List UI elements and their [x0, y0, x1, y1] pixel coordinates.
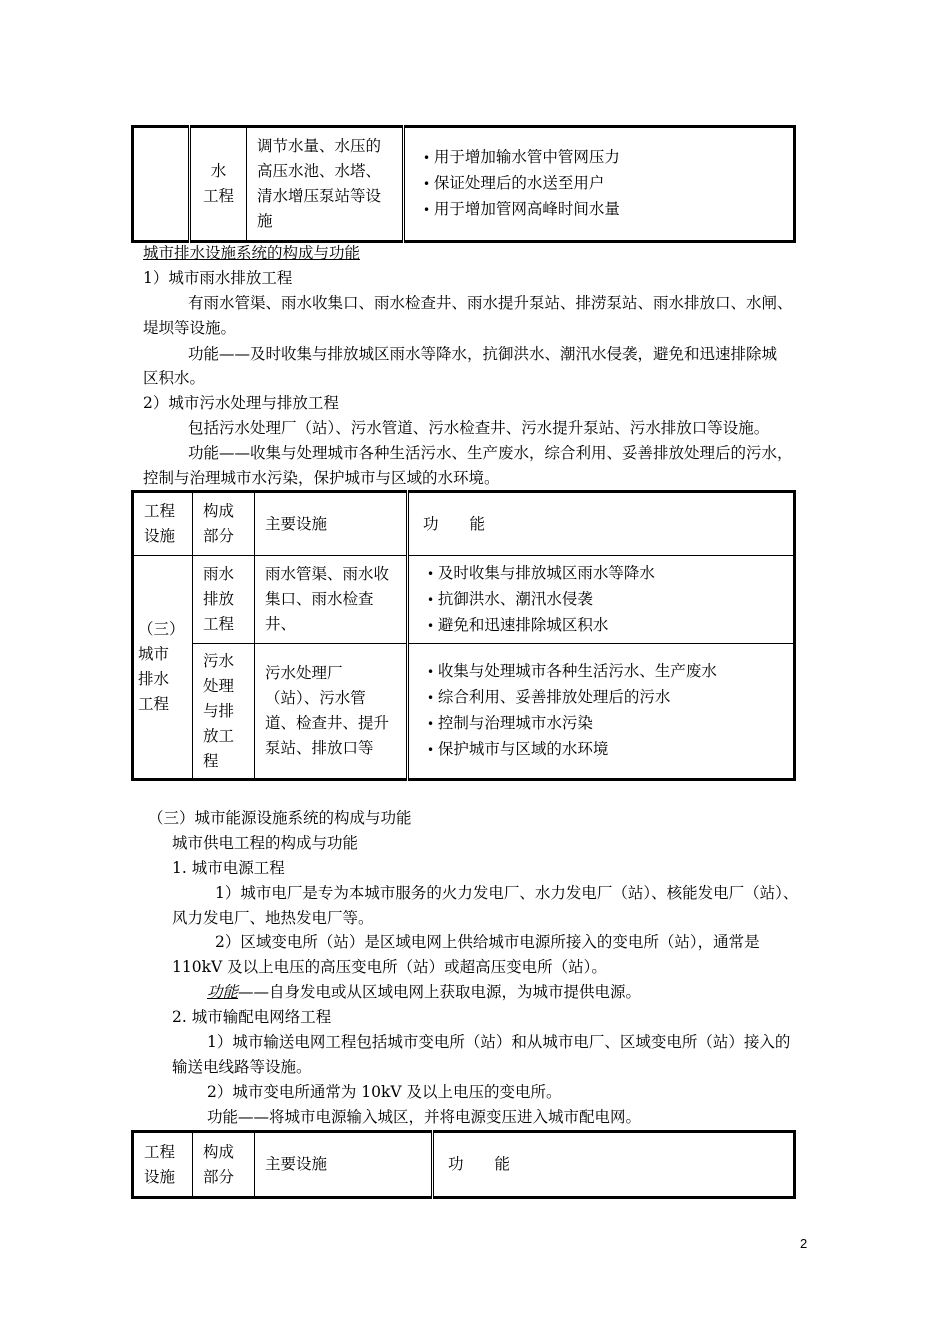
function-list [427, 561, 783, 639]
drainage-item1-title: 1）城市雨水排放工程 [143, 269, 293, 287]
header-function: 功 能 [433, 1132, 795, 1198]
row-facilities: 雨水管渠、雨水收集口、雨水检查井、 [255, 556, 408, 644]
page-number: 2 [800, 1236, 808, 1251]
drainage-group-label: （三） 城市 排水 工程 [133, 556, 193, 780]
drainage-heading: 城市排水设施系统的构成与功能 [143, 244, 361, 262]
header-part: 构成 部分 [193, 1132, 255, 1198]
paragraph-line: 区积水。 [143, 369, 206, 387]
row-part: 污水 处理 与排 放工 程 [193, 644, 255, 780]
header-function: 功 能 [408, 492, 795, 556]
list-item: • 及时收集与排放城区雨水等降水 [427, 561, 783, 587]
header-engineering: 工程 设施 [133, 492, 193, 556]
row-part: 雨水 排放 工程 [193, 556, 255, 644]
paragraph-line: 110kV 及以上电压的高压变电所（站）或超高压变电所（站）。 [172, 958, 607, 976]
paragraph-line: 功能——将城市电源输入城区，并将电源变压进入城市配电网。 [207, 1108, 642, 1126]
function-list [427, 659, 783, 763]
paragraph-line: 有雨水管渠、雨水收集口、雨水检查井、雨水提升泵站、排涝泵站、雨水排放口、水闸、 [188, 294, 793, 312]
paragraph-line: 控制与治理城市水污染，保护城市与区域的水环境。 [143, 469, 500, 487]
grid-network-title: 2. 城市输配电网络工程 [172, 1008, 332, 1026]
water-supply-table-continued [131, 125, 796, 243]
paragraph-line: 1）城市输送电网工程包括城市变电所（站）和从城市电厂、区域变电所（站）接入的 [207, 1033, 791, 1051]
row-functions [408, 644, 795, 780]
list-item: • 避免和迅速排除城区积水 [427, 613, 783, 639]
energy-heading: （三）城市能源设施系统的构成与功能 [148, 809, 412, 827]
row-functions [408, 556, 795, 644]
paragraph-line: 功能——收集与处理城市各种生活污水、生产废水，综合利用、妥善排放处理后的污水， [188, 444, 793, 462]
drainage-item2-title: 2）城市污水处理与排放工程 [143, 394, 339, 412]
list-item: • 抗御洪水、潮汛水侵袭 [427, 587, 783, 613]
header-part: 构成 部分 [193, 492, 255, 556]
list-item: • 保护城市与区域的水环境 [427, 737, 783, 763]
table1-engineering-cell [133, 127, 190, 242]
table1-functions-cell [404, 127, 795, 242]
paragraph-line: 2）区域变电所（站）是区域电网上供给城市电源所接入的变电所（站），通常是 [215, 933, 760, 951]
drainage-table [131, 490, 796, 781]
paragraph-line: 风力发电厂、地热发电厂等。 [172, 909, 374, 927]
list-item: • 保证处理后的水送至用户 [423, 171, 783, 197]
header-facilities: 主要设施 [255, 492, 408, 556]
paragraph-line: 2）城市变电所通常为 10kV 及以上电压的变电所。 [207, 1083, 562, 1101]
paragraph-line: 1）城市电厂是专为本城市服务的火力发电厂、水力发电厂（站）、核能发电厂（站）、 [215, 884, 799, 902]
function-label: 功能 [207, 983, 239, 1001]
paragraph-line: 功能——及时收集与排放城区雨水等降水，抗御洪水、潮汛水侵袭，避免和迅速排除城 [188, 345, 778, 363]
function-line [207, 980, 641, 1004]
paragraph-line: 包括污水处理厂（站）、污水管道、污水检查井、污水提升泵站、污水排放口等设施。 [188, 419, 770, 437]
power-table [131, 1130, 796, 1199]
header-facilities: 主要设施 [255, 1132, 433, 1198]
energy-subheading: 城市供电工程的构成与功能 [172, 834, 359, 852]
list-item: • 用于增加输水管中管网压力 [423, 145, 783, 171]
list-item: • 控制与治理城市水污染 [427, 711, 783, 737]
table1-facilities-cell: 调节水量、水压的高压水池、水塔、清水增压泵站等设施 [247, 127, 404, 242]
row-facilities: 污水处理厂（站）、污水管道、检查井、提升泵站、排放口等 [255, 644, 408, 780]
list-item: • 收集与处理城市各种生活污水、生产废水 [427, 659, 783, 685]
header-engineering: 工程 设施 [133, 1132, 193, 1198]
list-item: • 用于增加管网高峰时间水量 [423, 197, 783, 223]
table1-function-list [423, 145, 783, 223]
paragraph-line: 输送电线路等设施。 [172, 1058, 312, 1076]
list-item: • 综合利用、妥善排放处理后的污水 [427, 685, 783, 711]
paragraph-line: 堤坝等设施。 [143, 319, 237, 337]
table1-part-cell: 水 工程 [190, 127, 247, 242]
function-text: ——自身发电或从区域电网上获取电源，为城市提供电源。 [238, 983, 642, 1001]
power-source-title: 1. 城市电源工程 [172, 859, 285, 877]
